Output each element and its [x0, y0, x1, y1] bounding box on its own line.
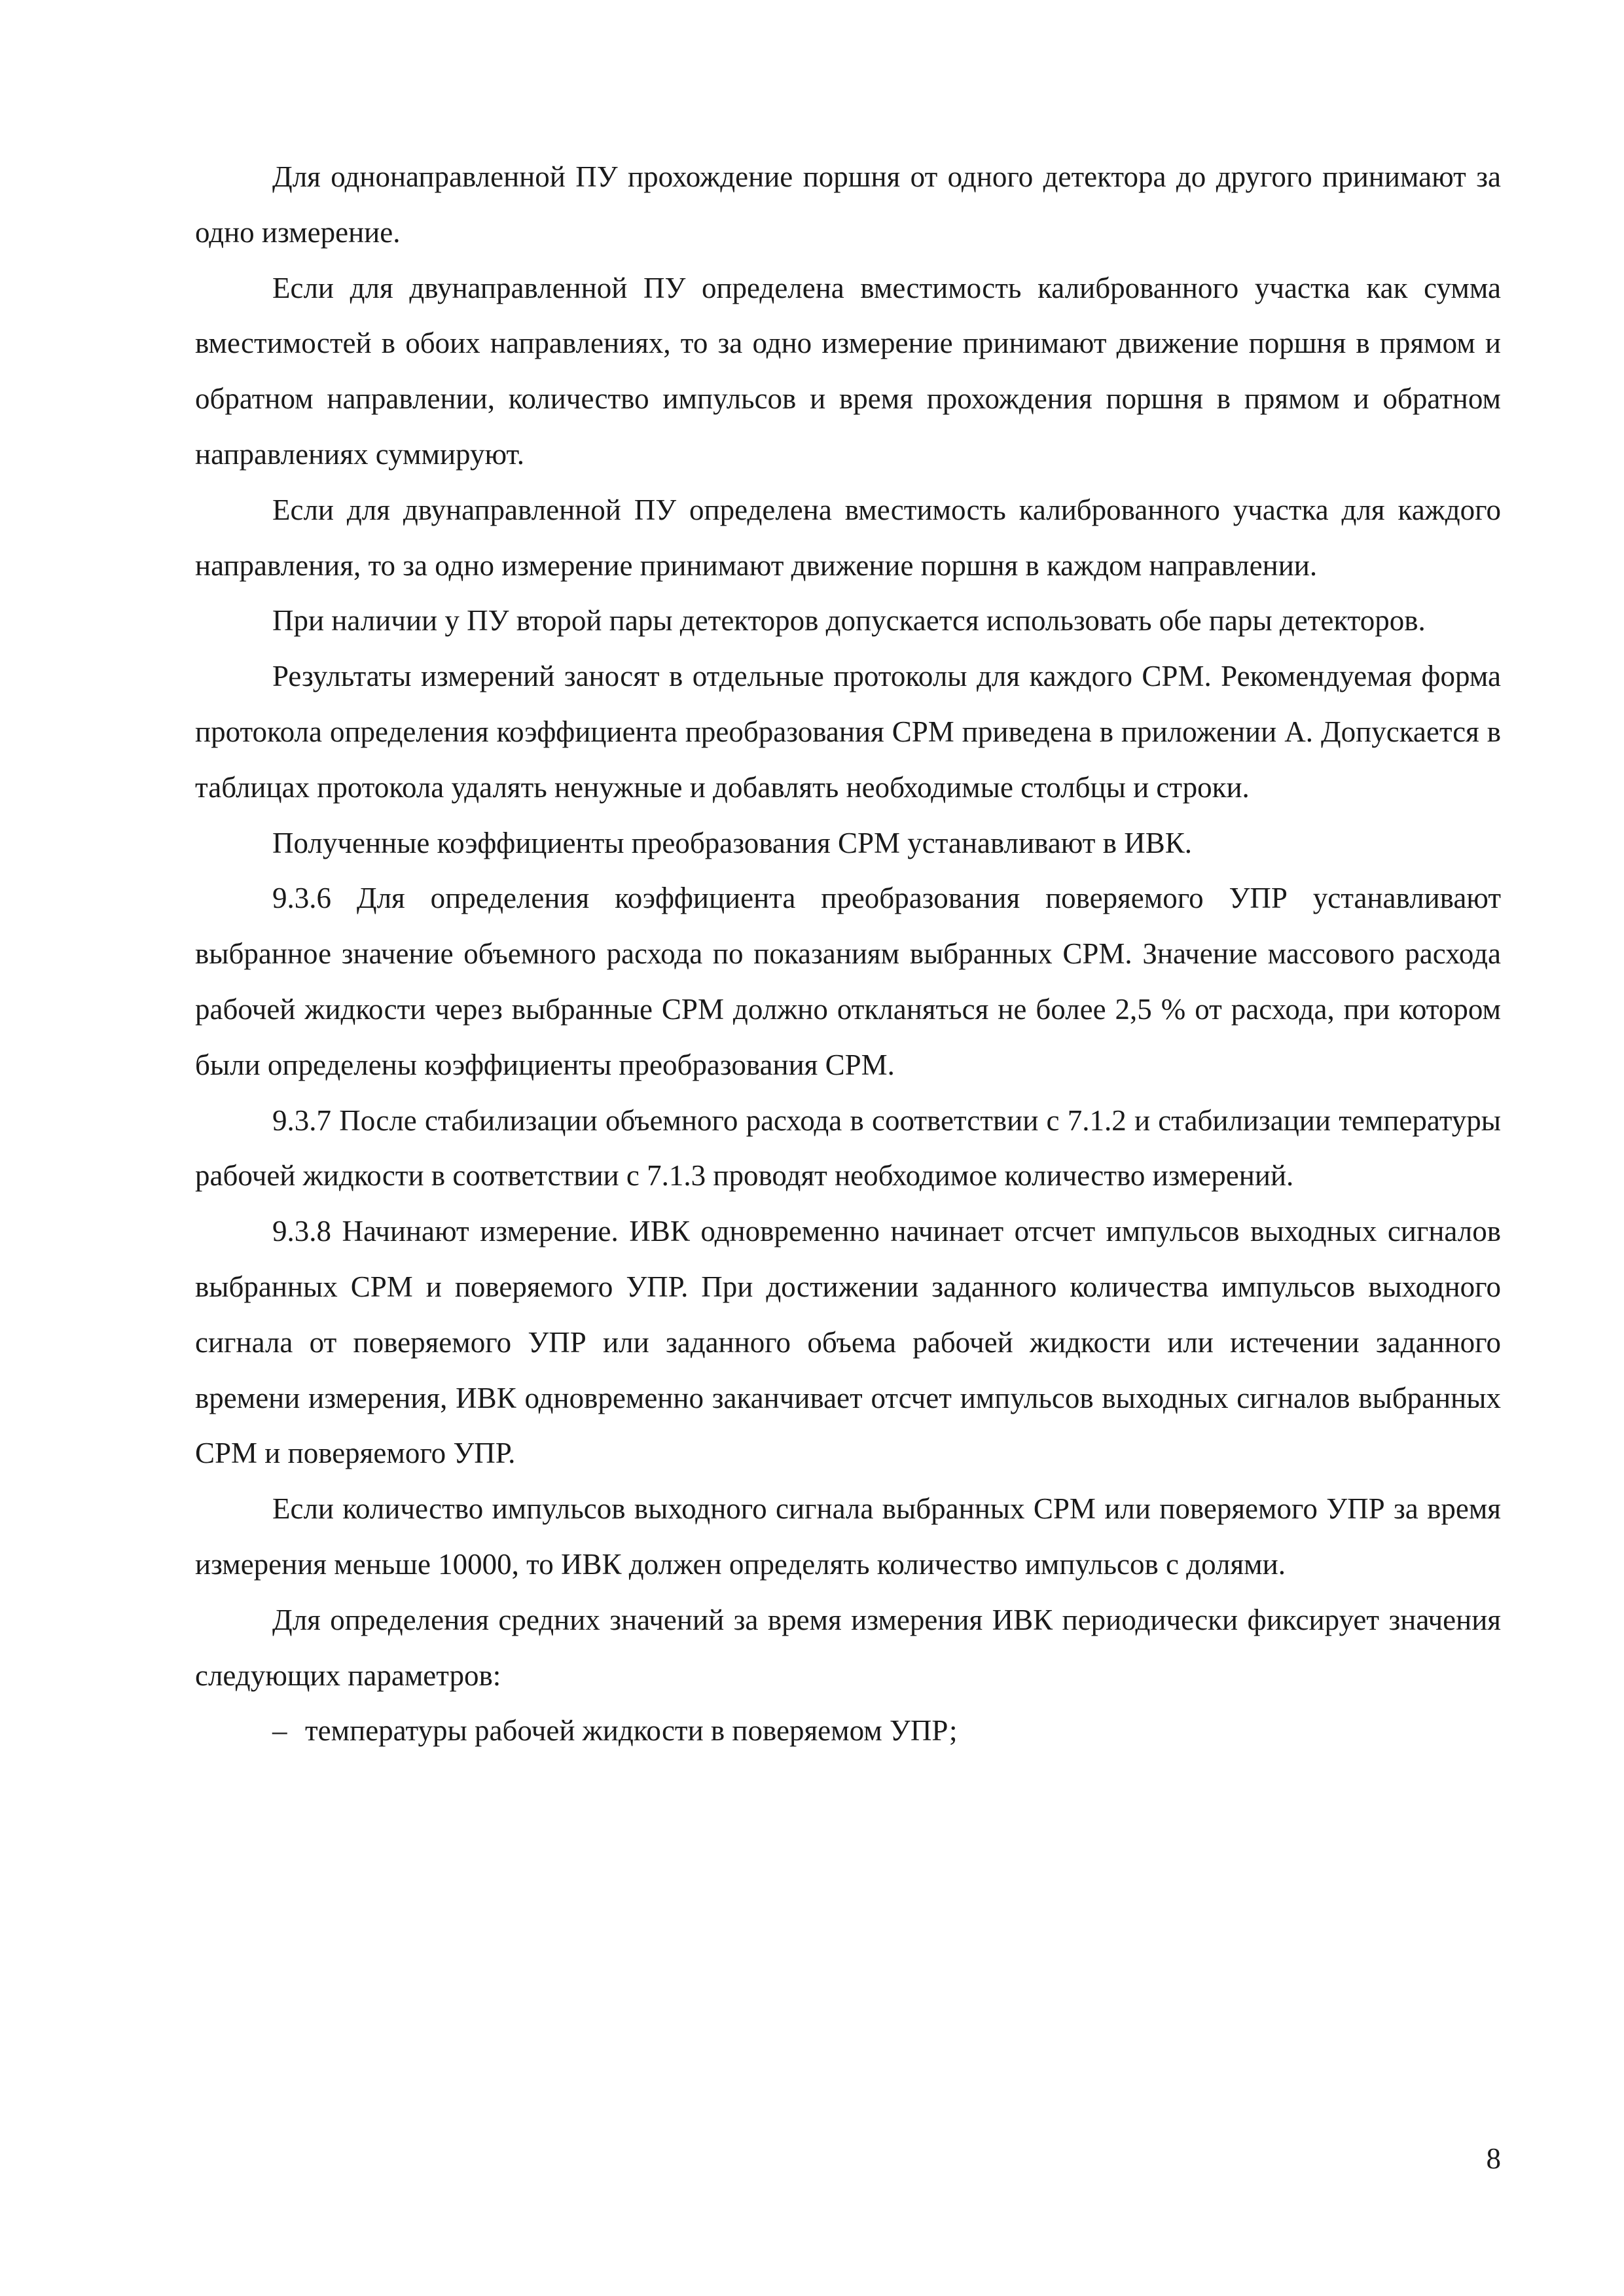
paragraph: Если для двунаправленной ПУ определена вместимость калиброванного участка для каждого направления, то за одно измерение принимают движение поршня в каждом направлении. — [195, 493, 1501, 582]
section-9-3-6: 9.3.6 Для определения коэффициента преобразования поверяемого УПР устанавливают выбранное значение объемного расхода по показаниям выбранных СРМ. Значение массового расхода рабочей жидкости через выбранные СРМ должно откланяться не более 2,5 % от расхода, при котором были определены коэффициенты преобразования СРМ. — [195, 882, 1501, 1081]
page-number: 8 — [1486, 2142, 1501, 2175]
list-item — [195, 1703, 1501, 1759]
paragraph: Полученные коэффициенты преобразования СРМ устанавливают в ИВК. — [272, 826, 1192, 859]
section-9-3-7: 9.3.7 После стабилизации объемного расхода в соответствии с 7.1.2 и стабилизации температуры рабочей жидкости в соответствии с 7.1.3 проводят необходимое количество измерений. — [195, 1103, 1501, 1193]
paragraph: Если количество импульсов выходного сигнала выбранных СРМ или поверяемого УПР за время измерения меньше 10000, то ИВК должен определять количество импульсов с долями. — [195, 1492, 1501, 1581]
paragraph: Для определения средних значений за время измерения ИВК периодически фиксирует значения следующих параметров: — [195, 1603, 1501, 1692]
paragraph: Для однонаправленной ПУ прохождение поршня от одного детектора до другого принимают за одно измерение. — [195, 160, 1501, 249]
paragraph: Если для двунаправленной ПУ определена вместимость калиброванного участка как сумма вместимостей в обоих направлениях, то за одно измерение принимают движение поршня в прямом и обратном направлении, количество импульсов и время прохождения поршня в прямом и обратном направлениях суммируют. — [195, 271, 1501, 471]
paragraph: Результаты измерений заносят в отдельные протоколы для каждого СРМ. Рекомендуемая форма протокола определения коэффициента преобразования СРМ приведена в приложении А. Допускается в таблицах протокола удалять ненужные и добавлять необходимые столбцы и строки. — [195, 660, 1501, 804]
list-dash-marker: – — [272, 1714, 287, 1748]
document-body — [195, 149, 1501, 1759]
paragraph: При наличии у ПУ второй пары детекторов допускается использовать обе пары детекторов. — [272, 604, 1426, 637]
list-item-text: температуры рабочей жидкости в поверяемом УПР; — [305, 1714, 958, 1748]
section-9-3-8: 9.3.8 Начинают измерение. ИВК одновременно начинает отсчет импульсов выходных сигналов выбранных СРМ и поверяемого УПР. При достижении заданного количества импульсов выходного сигнала от поверяемого УПР или заданного объема рабочей жидкости или истечении заданного времени измерения, ИВК одновременно заканчивает отсчет импульсов выходных сигналов выбранных СРМ и поверяемого УПР. — [195, 1215, 1501, 1470]
